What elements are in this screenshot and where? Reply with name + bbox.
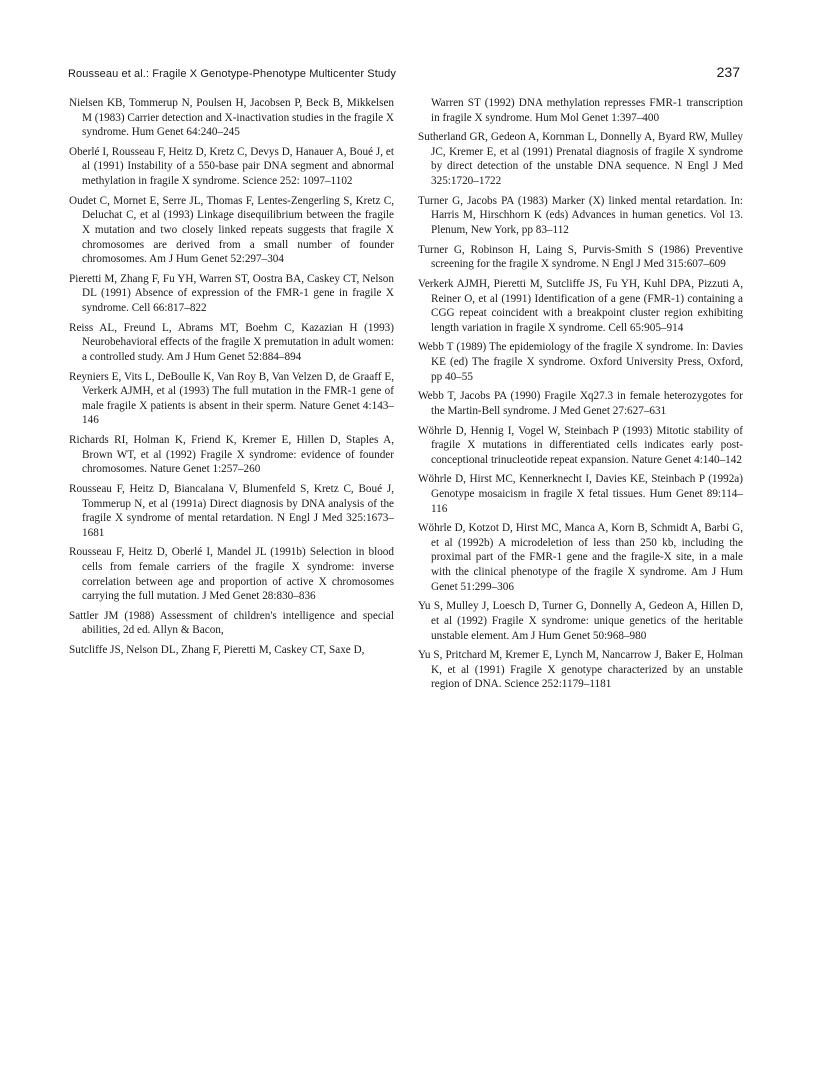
reference-entry: Webb T (1989) The epidemiology of the fragile X syndrome. In: Davies KE (ed) The fragile X syndrome. Oxford University Press, Oxford, pp 40–55: [418, 341, 743, 383]
reference-entry: Sutherland GR, Gedeon A, Kornman L, Donnelly A, Byard RW, Mulley JC, Kremer E, et al (1991) Prenatal diagnosis of fragile X syndrome by direct detection of the unstable DNA sequence. N Engl J Med 325:1720–1722: [418, 131, 743, 188]
running-head: Rousseau et al.: Fragile X Genotype-Phenotype Multicenter Study: [68, 68, 396, 80]
reference-entry: Verkerk AJMH, Pieretti M, Sutcliffe JS, Fu YH, Kuhl DPA, Pizzuti A, Reiner O, et al (1991) Identification of a gene (FMR-1) containing a CGG repeat coincident with a breakpoint cluster region exhibiting length variation in fragile X syndrome. Cell 65:905–914: [418, 277, 743, 334]
reference-entry: Yu S, Mulley J, Loesch D, Turner G, Donnelly A, Gedeon A, Hillen D, et al (1992) Fragile X syndrome: unique genetics of the heritable unstable element. Am J Hum Genet 50:968–980: [418, 600, 743, 642]
reference-entry: Wöhrle D, Kotzot D, Hirst MC, Manca A, Korn B, Schmidt A, Barbi G, et al (1992b) A microdeletion of less than 250 kb, including the proximal part of the FMR-1 gene and the fragile-X site, in a male with the clinical phenotype of the fragile X syndrome. Am J Hum Genet 51:299–306: [418, 522, 743, 593]
reference-entry: Turner G, Jacobs PA (1983) Marker (X) linked mental retardation. In: Harris M, Hirschhorn K (eds) Advances in human genetics. Vol 13. Plenum, New York, pp 83–112: [418, 194, 743, 236]
reference-entry: Reiss AL, Freund L, Abrams MT, Boehm C, Kazazian H (1993) Neurobehavioral effects of the fragile X premutation in adult women: a controlled study. Am J Hum Genet 52:884–894: [69, 321, 394, 363]
reference-entry: Sutcliffe JS, Nelson DL, Zhang F, Pieretti M, Caskey CT, Saxe D,: [69, 644, 365, 657]
reference-entry: Reyniers E, Vits L, DeBoulle K, Van Roy B, Van Velzen D, de Graaff E, Verkerk AJMH, et al (1993) The full mutation in the FMR-1 gene of male fragile X patients is absent in their sperm. Nature Genet 4:143–146: [69, 370, 394, 427]
reference-entry: Oudet C, Mornet E, Serre JL, Thomas F, Lentes-Zengerling S, Kretz C, Deluchat C, et al (1993) Linkage disequilibrium between the fragile X mutation and two closely linked repeats suggests that fragile X chromosomes are derived from a small number of founder chromosomes. Am J Hum Genet 52:297–304: [69, 194, 394, 266]
references-right-column: [418, 96, 743, 697]
reference-entry: Turner G, Robinson H, Laing S, Purvis-Smith S (1986) Preventive screening for the fragile X syndrome. N Engl J Med 315:607–609: [418, 243, 743, 271]
reference-entry: Oberlé I, Rousseau F, Heitz D, Kretz C, Devys D, Hanauer A, Boué J, et al (1991) Instability of a 550-base pair DNA segment and abnormal methylation in fragile X syndrome. Science 252: 1097–1102: [69, 145, 394, 188]
reference-entry: Rousseau F, Heitz D, Biancalana V, Blumenfeld S, Kretz C, Boué J, Tommerup N, et al (1991a) Direct diagnosis by DNA analysis of the fragile X syndrome of mental retardation. N Engl J Med 325:1673–1681: [69, 482, 394, 539]
reference-entry-continued: Warren ST (1992) DNA methylation represses FMR-1 transcription in fragile X syndrome. Hum Mol Genet 1:397–400: [431, 97, 743, 124]
reference-entry: Sattler JM (1988) Assessment of children's intelligence and special abilities, 2d ed. Allyn & Bacon,: [69, 609, 394, 637]
reference-entry: Nielsen KB, Tommerup N, Poulsen H, Jacobsen P, Beck B, Mikkelsen M (1983) Carrier detection and X-inactivation studies in the fragile X syndrome. Hum Genet 64:240–245: [69, 97, 394, 139]
reference-entry: Rousseau F, Heitz D, Oberlé I, Mandel JL (1991b) Selection in blood cells from female carriers of the fragile X syndrome: inverse correlation between age and proportion of active X chromosomes carrying the full mutation. J Med Genet 28:830–836: [69, 546, 394, 603]
page-number: 237: [716, 64, 740, 80]
reference-entry: Pieretti M, Zhang F, Fu YH, Warren ST, Oostra BA, Caskey CT, Nelson DL (1991) Absence of expression of the FMR-1 gene in fragile X syndrome. Cell 66:817–822: [69, 272, 394, 314]
reference-entry: Wöhrle D, Hennig I, Vogel W, Steinbach P (1993) Mitotic stability of fragile X mutations in differentiated cells indicates early post-conceptional trinucleotide repeat expansion. Nature Genet 4:140–142: [418, 424, 743, 466]
reference-entry: Webb T, Jacobs PA (1990) Fragile Xq27.3 in female heterozygotes for the Martin-Bell syndrome. J Med Genet 27:627–631: [418, 390, 743, 417]
reference-entry: Wöhrle D, Hirst MC, Kennerknecht I, Davies KE, Steinbach P (1992a) Genotype mosaicism in fragile X fetal tissues. Hum Genet 89:114–116: [418, 473, 743, 515]
reference-entry: Richards RI, Holman K, Friend K, Kremer E, Hillen D, Staples A, Brown WT, et al (1992) Fragile X syndrome: evidence of founder chromosomes. Nature Genet 1:257–260: [69, 434, 394, 476]
page-header: [68, 64, 740, 86]
reference-entry: Yu S, Pritchard M, Kremer E, Lynch M, Nancarrow J, Baker E, Holman K, et al (1991) Fragile X genotype characterized by an unstable region of DNA. Science 252:1179–1181: [418, 649, 743, 691]
references-left-column: [69, 96, 394, 663]
